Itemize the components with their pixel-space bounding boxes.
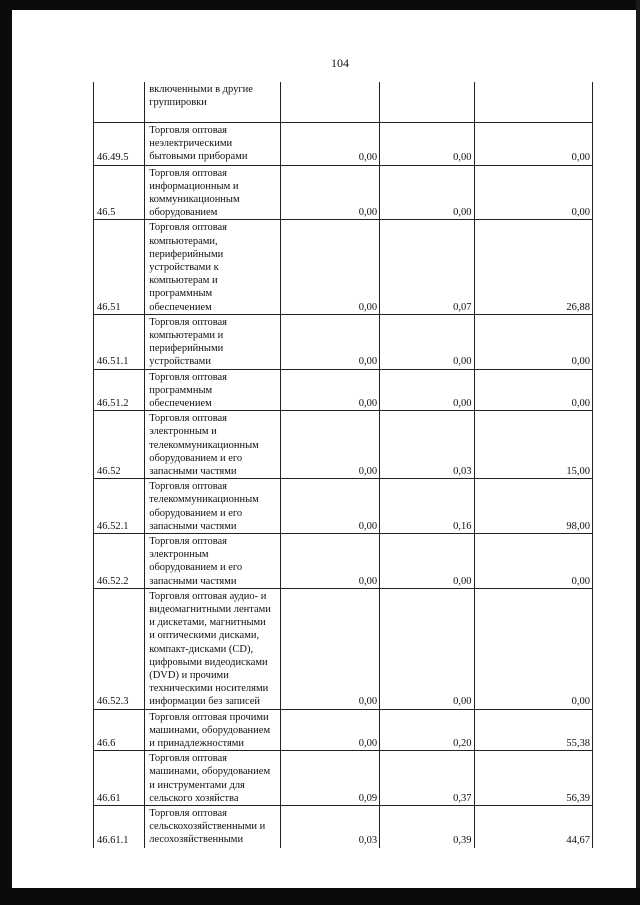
row-value-2-cell: 0,03: [380, 411, 474, 479]
table-row: [94, 82, 593, 122]
classification-table: [93, 82, 593, 848]
row-value-1-cell: 0,00: [280, 588, 379, 709]
table-row: [94, 165, 593, 220]
row-name-cell: Торговля оптовая сельскохозяйственными и лесохозяйственными: [145, 806, 281, 848]
row-name-cell: Торговля оптовая информационным и коммуникационным оборудованием: [145, 165, 281, 220]
scan-edge-left: [0, 0, 12, 905]
row-value-1-cell: 0,00: [280, 122, 379, 165]
row-value-2-cell: 0,07: [380, 220, 474, 314]
row-code-cell: 46.52.1: [94, 479, 145, 534]
row-code-cell: 46.52.3: [94, 588, 145, 709]
row-value-2-cell: 0,37: [380, 751, 474, 806]
row-value-3-cell: 0,00: [474, 314, 593, 369]
row-value-1-cell: 0,00: [280, 165, 379, 220]
row-name-cell: Торговля оптовая электронным и телекоммуникационным оборудованием и его запасными частями: [145, 411, 281, 479]
row-name-cell: Торговля оптовая прочими машинами, оборудованием и принадлежностями: [145, 709, 281, 751]
row-value-3-cell: 55,38: [474, 709, 593, 751]
row-value-3-cell: 0,00: [474, 165, 593, 220]
scan-edge-bottom: [0, 888, 640, 905]
row-value-3-cell: 56,39: [474, 751, 593, 806]
table-row: [94, 479, 593, 534]
row-value-2-cell: 0,39: [380, 806, 474, 848]
row-value-3-cell: 0,00: [474, 588, 593, 709]
row-code-cell: 46.49.5: [94, 122, 145, 165]
row-value-2-cell: 0,00: [380, 122, 474, 165]
scan-edge-top: [0, 0, 640, 10]
row-value-1-cell: 0,00: [280, 369, 379, 411]
row-code-cell: 46.51.1: [94, 314, 145, 369]
row-value-3-cell: 0,00: [474, 122, 593, 165]
row-name-cell: Торговля оптовая телекоммуникационным оборудованием и его запасными частями: [145, 479, 281, 534]
row-value-2-cell: 0,00: [380, 369, 474, 411]
table-row: [94, 220, 593, 314]
row-value-3-cell: 44,67: [474, 806, 593, 848]
row-value-2-cell: 0,00: [380, 165, 474, 220]
table-body: [94, 82, 593, 848]
row-value-3-cell: 0,00: [474, 369, 593, 411]
table-row: [94, 314, 593, 369]
row-code-cell: 46.61.1: [94, 806, 145, 848]
row-name-cell: Торговля оптовая машинами, оборудованием и инструментами для сельского хозяйства: [145, 751, 281, 806]
row-value-2-cell: 0,16: [380, 479, 474, 534]
row-name-cell: Торговля оптовая компьютерами, периферийными устройствами к компьютерам и программным обеспечением: [145, 220, 281, 314]
table-row: [94, 533, 593, 588]
row-value-3-cell: 15,00: [474, 411, 593, 479]
row-code-cell: 46.52.2: [94, 533, 145, 588]
row-code-cell: 46.6: [94, 709, 145, 751]
row-value-2-cell: 0,00: [380, 314, 474, 369]
row-code-cell: 46.5: [94, 165, 145, 220]
table-row: [94, 806, 593, 848]
row-value-1-cell: [280, 82, 379, 122]
row-name-cell: включенными в другие группировки: [145, 82, 281, 122]
row-value-1-cell: 0,03: [280, 806, 379, 848]
page-number: 104: [331, 56, 349, 70]
row-value-1-cell: 0,00: [280, 411, 379, 479]
row-code-cell: 46.51: [94, 220, 145, 314]
row-value-2-cell: 0,20: [380, 709, 474, 751]
table-row: [94, 369, 593, 411]
row-value-3-cell: 26,88: [474, 220, 593, 314]
row-value-2-cell: 0,00: [380, 533, 474, 588]
row-value-1-cell: 0,00: [280, 314, 379, 369]
row-value-1-cell: 0,00: [280, 479, 379, 534]
table-row: [94, 411, 593, 479]
row-value-2-cell: [380, 82, 474, 122]
table-row: [94, 122, 593, 165]
row-code-cell: 46.52: [94, 411, 145, 479]
row-value-3-cell: 0,00: [474, 533, 593, 588]
table-row: [94, 588, 593, 709]
row-value-1-cell: 0,00: [280, 533, 379, 588]
row-name-cell: Торговля оптовая компьютерами и периферийными устройствами: [145, 314, 281, 369]
table-row: [94, 709, 593, 751]
table-row: [94, 751, 593, 806]
row-name-cell: Торговля оптовая программным обеспечением: [145, 369, 281, 411]
row-value-2-cell: 0,00: [380, 588, 474, 709]
row-value-1-cell: 0,00: [280, 220, 379, 314]
row-name-cell: Торговля оптовая электронным оборудованием и его запасными частями: [145, 533, 281, 588]
row-code-cell: [94, 82, 145, 122]
row-code-cell: 46.51.2: [94, 369, 145, 411]
row-code-cell: 46.61: [94, 751, 145, 806]
scan-edge-right: [636, 0, 640, 905]
row-value-1-cell: 0,00: [280, 709, 379, 751]
row-value-3-cell: [474, 82, 593, 122]
row-value-1-cell: 0,09: [280, 751, 379, 806]
row-name-cell: Торговля оптовая аудио- и видеомагнитными лентами и дискетами, магнитными и оптическими дисками, компакт-дисками (CD), цифровыми видеодисками (DVD) и прочими техническими носителями информации без записей: [145, 588, 281, 709]
row-value-3-cell: 98,00: [474, 479, 593, 534]
row-name-cell: Торговля оптовая неэлектрическими бытовыми приборами: [145, 122, 281, 165]
